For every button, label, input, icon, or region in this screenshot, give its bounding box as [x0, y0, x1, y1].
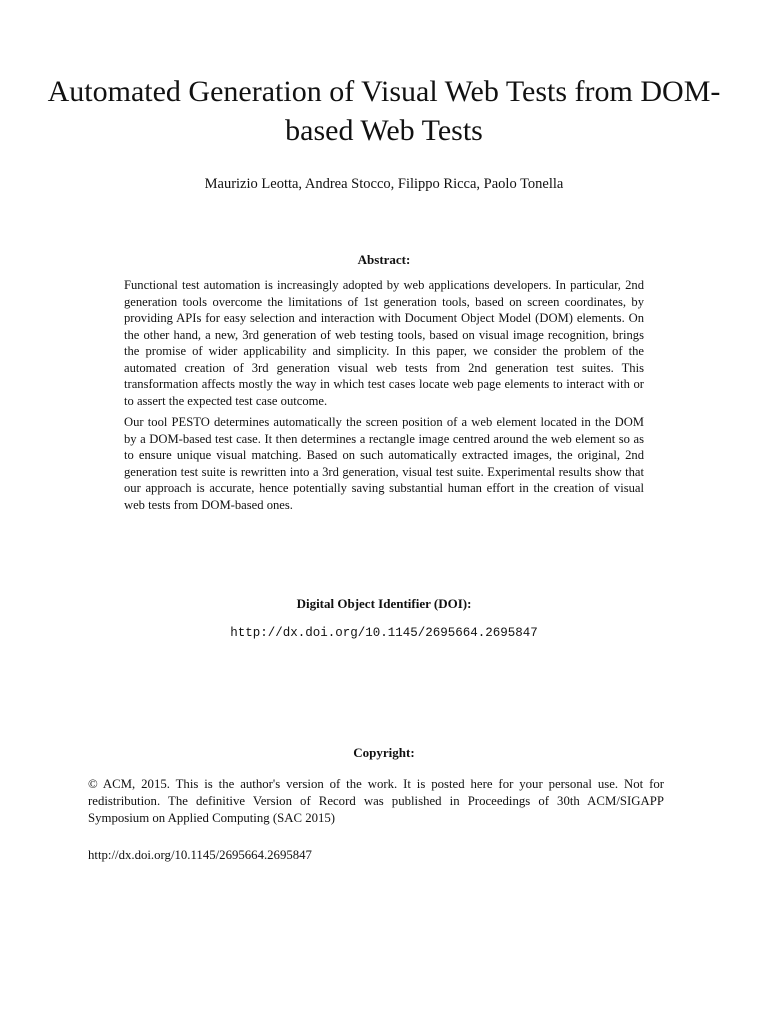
paper-title: Automated Generation of Visual Web Tests from DOM-based Web Tests [47, 75, 721, 147]
abstract-paragraph-2: Our tool PESTO determines automatically the screen position of a web element located in the DOM by a DOM-based test case. It then determines a rectangle image centred around the web element so as to ensure unique visual matching. Based on such automatically extracted images, the original, 2nd generation test suite is rewritten into a 3rd generation, visual test suite. Experimental results show that our approach is accurate, hence potentially saving substantial human effort in the creation of visual web tests from DOM-based ones. [124, 415, 644, 512]
doi-link[interactable]: http://dx.doi.org/10.1145/2695664.2695847 [230, 626, 538, 640]
copyright-heading: Copyright: [353, 745, 415, 760]
copyright-text: © ACM, 2015. This is the author's version of the work. It is posted here for your personal use. Not for redistribution. The definitive Version of Record was published in Proceedings of 30th ACM/SIGAPP Symposium on Applied Computing (SAC 2015) [88, 777, 664, 825]
abstract-paragraph-1: Functional test automation is increasingly adopted by web applications developers. In particular, 2nd generation tools overcome the limitations of 1st generation tools, based on screen coordinates, by providing APIs for easy selection and interaction with Document Object Model (DOM) elements. On the other hand, a new, 3rd generation of web testing tools, based on visual image recognition, brings the promise of wider applicability and simplicity. In this paper, we consider the problem of the automated creation of 3rd generation visual web tests from 2nd generation test suites. This transformation affects mostly the way in which test cases locate web page elements to interact with or to assert the expected test case outcome. [124, 278, 644, 408]
doi-heading: Digital Object Identifier (DOI): [296, 596, 472, 611]
abstract-body [124, 277, 644, 518]
paper-authors: Maurizio Leotta, Andrea Stocco, Filippo Ricca, Paolo Tonella [204, 176, 564, 192]
abstract-heading: Abstract: [357, 252, 411, 267]
copyright-url[interactable]: http://dx.doi.org/10.1145/2695664.2695847 [88, 848, 312, 862]
